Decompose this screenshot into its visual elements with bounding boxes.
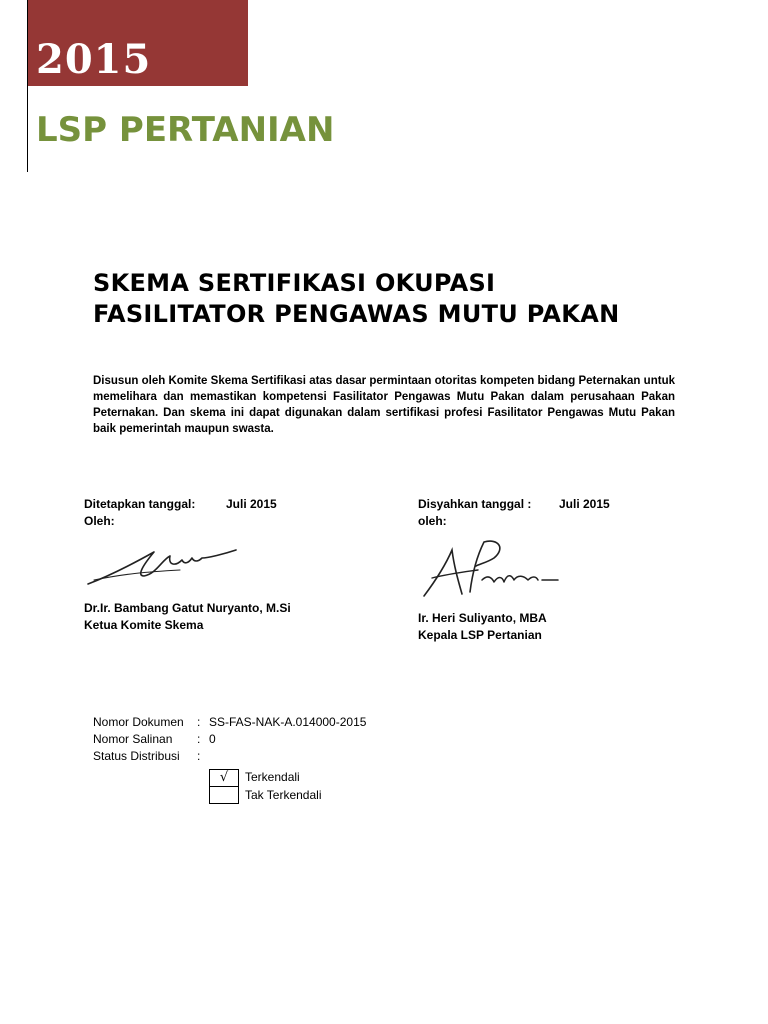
distribution-row — [93, 748, 366, 765]
separator: : — [197, 732, 201, 746]
copy-number-row — [93, 731, 366, 748]
option-uncontrolled — [209, 787, 366, 805]
doc-number-value: SS-FAS-NAK-A.014000-2015 — [209, 715, 367, 729]
option-label-controlled: Terkendali — [245, 770, 300, 784]
distribution-options — [209, 769, 366, 805]
signer-name-right: Ir. Heri Suliyanto, MBA — [418, 611, 547, 625]
checkbox-uncontrolled — [209, 787, 239, 804]
signature-block-left — [84, 496, 384, 634]
separator: : — [197, 749, 201, 763]
title-line-2: FASILITATOR PENGAWAS MUTU PAKAN — [93, 300, 620, 328]
signature-right-image — [418, 536, 578, 602]
copy-number-label: Nomor Salinan — [93, 732, 173, 746]
signature-left-image — [84, 536, 244, 592]
year-label: 2015 — [36, 36, 152, 83]
intro-paragraph: Disusun oleh Komite Skema Sertifikasi atas dasar permintaan otoritas kompeten bidang Peternakan untuk memelihara dan memastikan kompetensi Fasilitator Pengawas Mutu Pakan dalam perusahaan Pakan Peternakan. Dan skema ini dapat digunakan dalam sertifikasi profesi Fasilitator Pengawas Mutu Pakan baik pemerintah maupun swasta. — [93, 375, 675, 435]
signer-name-left: Dr.Ir. Bambang Gatut Nuryanto, M.Si — [84, 601, 291, 615]
date-value-left: Juli 2015 — [226, 497, 277, 511]
date-value-right: Juli 2015 — [559, 497, 610, 511]
separator: : — [197, 715, 201, 729]
distribution-label: Status Distribusi — [93, 749, 180, 763]
date-label-left: Ditetapkan tanggal: — [84, 497, 196, 511]
checkbox-controlled: √ — [209, 769, 239, 787]
year-band — [28, 0, 248, 86]
by-label-left: Oleh: — [84, 514, 115, 528]
date-row-right — [418, 496, 718, 513]
doc-number-label: Nomor Dokumen — [93, 715, 184, 729]
copy-number-value: 0 — [209, 732, 216, 746]
by-label-right: oleh: — [418, 514, 447, 528]
title-line-1: SKEMA SERTIFIKASI OKUPASI — [93, 269, 496, 297]
signature-block-right — [418, 496, 718, 644]
signer-role-right: Kepala LSP Pertanian — [418, 628, 542, 642]
doc-number-row — [93, 714, 366, 731]
document-title — [93, 268, 619, 330]
signer-role-left: Ketua Komite Skema — [84, 618, 204, 632]
option-label-uncontrolled: Tak Terkendali — [245, 788, 322, 802]
organization-name: LSP PERTANIAN — [36, 110, 335, 150]
option-controlled — [209, 769, 366, 787]
date-row-left — [84, 496, 384, 513]
vertical-rule — [27, 0, 28, 172]
document-info — [93, 714, 366, 805]
date-label-right: Disyahkan tanggal : — [418, 497, 532, 511]
